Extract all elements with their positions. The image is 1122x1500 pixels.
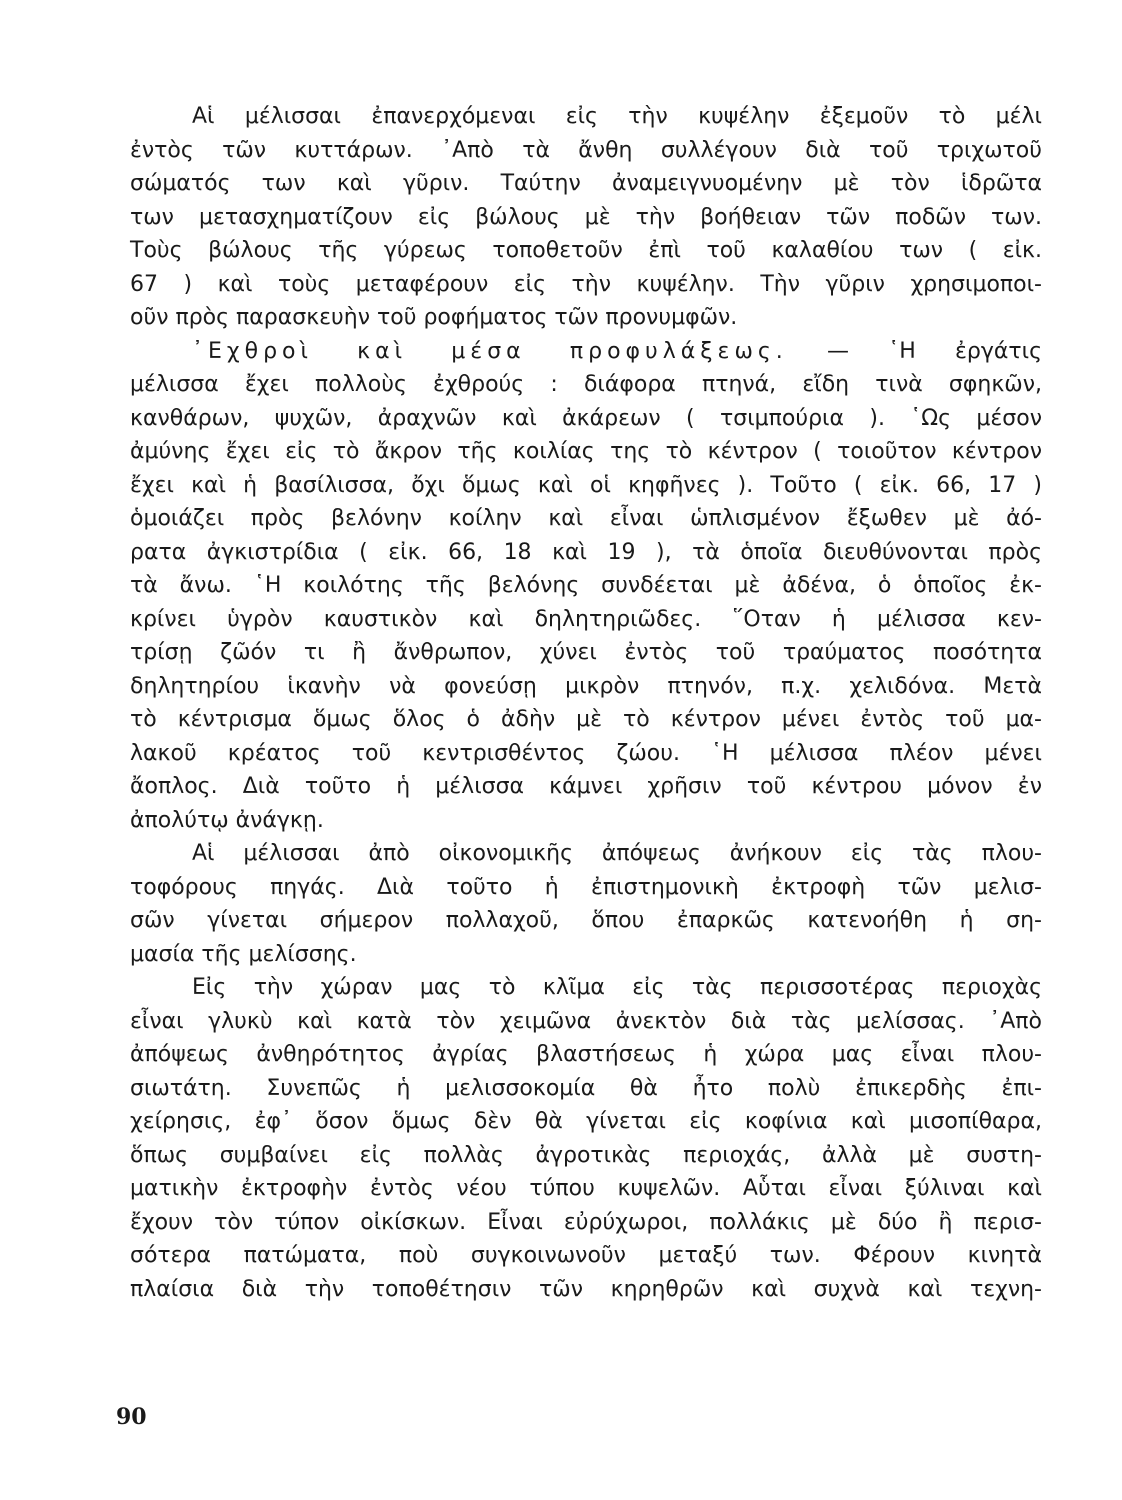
text-line: χείρησις, ἐφ᾿ ὅσον ὅμως δὲν θὰ γίνεται εἰς κοφίνια καὶ μισοπίθαρα, — [130, 1109, 1042, 1134]
text-line: ἐντὸς τῶν κυττάρων. ᾿Απὸ τὰ ἄνθη συλλέγουν διὰ τοῦ τριχωτοῦ — [130, 137, 1042, 163]
text-line: τοφόρους πηγάς. Διὰ τοῦτο ἡ ἐπιστημονικὴ ἐκτροφὴ τῶν μελισ- — [130, 874, 1042, 900]
paragraph-2 — [130, 335, 1042, 838]
text-line: ρατα ἀγκιστρίδια ( εἰκ. 66, 18 καὶ 19 ), τὰ ὁποῖα διευθύνονται πρὸς — [130, 539, 1042, 565]
text-line: οῦν πρὸς παρασκευὴν τοῦ ροφήματος τῶν προνυμφῶν. — [130, 305, 738, 330]
text-line: τρίσῃ ζῶόν τι ἢ ἄνθρωπον, χύνει ἐντὸς τοῦ τραύματος ποσότητα — [130, 640, 1042, 665]
text-line: ἔχουν τὸν τύπον οἰκίσκων. Εἶναι εὐρύχωροι, πολλάκις μὲ δύο ἢ περισ- — [130, 1209, 1042, 1235]
text-line: μέλισσα ἔχει πολλοὺς ἐχθρούς : διάφορα πτηνά, εἴδη τινὰ σφηκῶν, — [130, 372, 1042, 397]
text-line: πλαίσια διὰ τὴν τοποθέτησιν τῶν κηρηθρῶν καὶ συχνὰ καὶ τεχνη- — [130, 1276, 1042, 1302]
paragraph-3 — [130, 837, 1042, 971]
text-line: ἀπολύτῳ ἀνάγκῃ. — [130, 807, 324, 833]
paragraph-1 — [130, 100, 1042, 335]
section-heading: ᾿Εχθροὶ καὶ μέσα προφυλάξεως. — [192, 338, 788, 364]
text-line: λακοῦ κρέατος τοῦ κεντρισθέντος ζώου. ῾Η μέλισσα πλέον μένει — [130, 740, 1042, 766]
text-line: ἀπόψεως ἀνθηρότητος ἀγρίας βλαστήσεως ἡ χώρα μας εἶναι πλου- — [130, 1042, 1042, 1067]
text-line: ἀμύνης ἔχει εἰς τὸ ἄκρον τῆς κοιλίας της τὸ κέντρον ( τοιοῦτον κέντρον — [130, 439, 1042, 464]
text-line: εἶναι γλυκὺ καὶ κατὰ τὸν χειμῶνα ἀνεκτὸν διὰ τὰς μελίσσας. ᾿Απὸ — [130, 1008, 1042, 1034]
text-line: δηλητηρίου ἱκανὴν νὰ φονεύσῃ μικρὸν πτηνόν, π.χ. χελιδόνα. Μετὰ — [130, 673, 1042, 699]
section-heading-line — [130, 335, 1042, 369]
text-line: σιωτάτη. Συνεπῶς ἡ μελισσοκομία θὰ ἦτο πολὺ ἐπικερδὴς ἐπι- — [130, 1075, 1042, 1101]
text-line: κρίνει ὑγρὸν καυστικὸν καὶ δηλητηριῶδες. ῞Οταν ἡ μέλισσα κεν- — [130, 606, 1042, 632]
text-line: σῶν γίνεται σήμερον πολλαχοῦ, ὅπου ἐπαρκῶς κατενοήθη ἡ ση- — [130, 908, 1042, 933]
text-line: 67 ) καὶ τοὺς μεταφέρουν εἰς τὴν κυψέλην. Τὴν γῦριν χρησιμοποι- — [130, 271, 1042, 297]
text-line: σότερα πατώματα, ποὺ συγκοινωνοῦν μεταξύ των. Φέρουν κινητὰ — [130, 1243, 1042, 1268]
text-line: ἔχει καὶ ἡ βασίλισσα, ὄχι ὅμως καὶ οἱ κηφῆνες ). Τοῦτο ( εἰκ. 66, 17 ) — [130, 472, 1042, 498]
text-line: Εἰς τὴν χώραν μας τὸ κλῖμα εἰς τὰς περισσοτέρας περιοχὰς — [192, 975, 1042, 1000]
text-line: ὁμοιάζει πρὸς βελόνην κοίλην καὶ εἶναι ὡπλισμένον ἔξωθεν μὲ ἀό- — [130, 506, 1042, 531]
heading-continuation: — ῾Η ἐργάτις — [787, 338, 1042, 364]
text-line: Τοὺς βώλους τῆς γύρεως τοποθετοῦν ἐπὶ τοῦ καλαθίου των ( εἰκ. — [130, 238, 1042, 263]
text-line: ἄοπλος. Διὰ τοῦτο ἡ μέλισσα κάμνει χρῆσιν τοῦ κέντρου μόνον ἐν — [130, 774, 1042, 799]
text-line: μασία τῆς μελίσσης. — [130, 941, 357, 967]
text-line: τὰ ἄνω. ῾Η κοιλότης τῆς βελόνης συνδέεται μὲ ἀδένα, ὁ ὁποῖος ἐκ- — [130, 573, 1042, 598]
text-line: τὸ κέντρισμα ὅμως ὅλος ὁ ἀδὴν μὲ τὸ κέντρον μένει ἐντὸς τοῦ μα- — [130, 707, 1042, 732]
text-line: Αἱ μέλισσαι ἐπανερχόμεναι εἰς τὴν κυψέλην ἐξεμοῦν τὸ μέλι — [192, 104, 1042, 129]
paragraph-4 — [130, 971, 1042, 1306]
text-line: κανθάρων, ψυχῶν, ἀραχνῶν καὶ ἀκάρεων ( τσιμπούρια ). ῾Ως μέσον — [130, 405, 1042, 431]
text-line: ματικὴν ἐκτροφὴν ἐντὸς νέου τύπου κυψελῶν. Αὗται εἶναι ξύλιναι καὶ — [130, 1176, 1042, 1201]
text-line: Αἱ μέλισσαι ἀπὸ οἰκονομικῆς ἀπόψεως ἀνήκουν εἰς τὰς πλου- — [192, 841, 1042, 866]
page-body — [130, 100, 1042, 1306]
text-line: των μετασχηματίζουν εἰς βώλους μὲ τὴν βοήθειαν τῶν ποδῶν των. — [130, 204, 1042, 230]
text-line: ὅπως συμβαίνει εἰς πολλὰς ἀγροτικὰς περιοχάς, ἀλλὰ μὲ συστη- — [130, 1142, 1042, 1168]
page-number: 90 — [116, 1404, 147, 1430]
text-line: σώματός των καὶ γῦριν. Ταύτην ἀναμειγνυομένην μὲ τὸν ἱδρῶτα — [130, 171, 1042, 196]
